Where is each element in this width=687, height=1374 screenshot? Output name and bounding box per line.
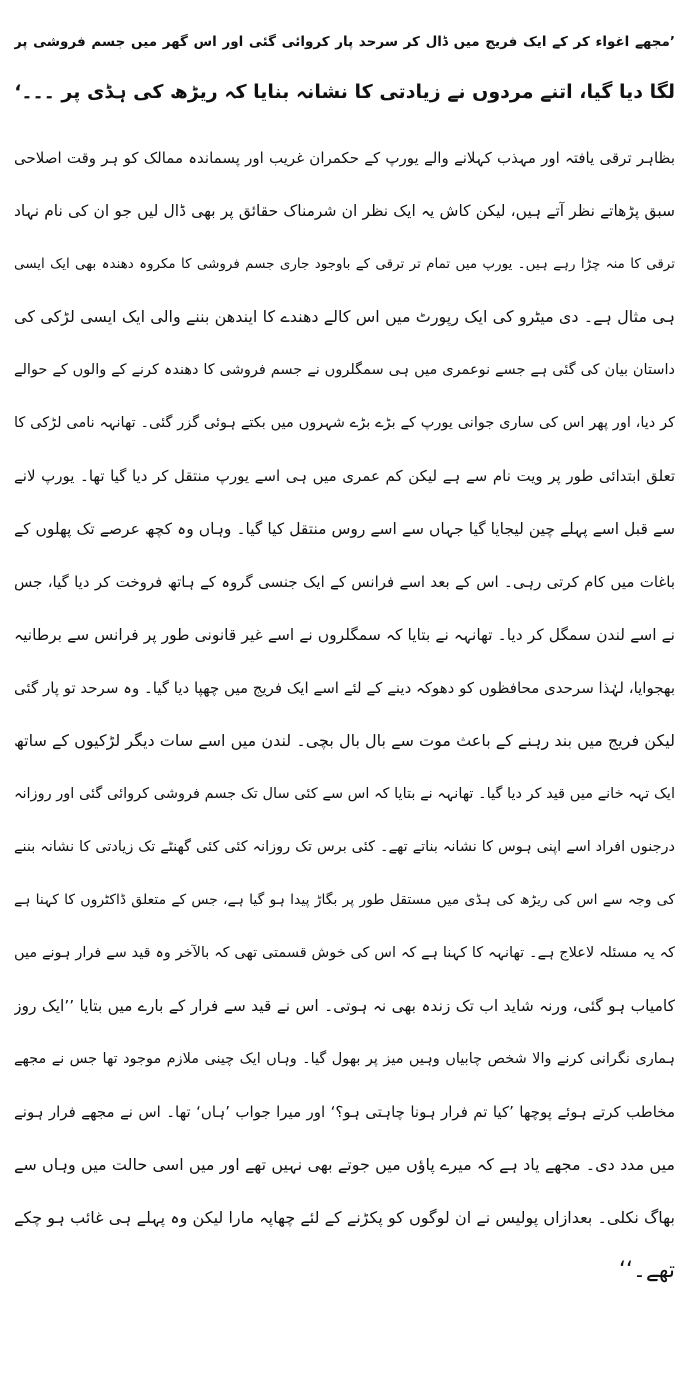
body-line: میں مدد دی۔ مجھے یاد ہے کہ میرے پاؤں میں جوتے بھی نہیں تھے اور میں اسی حالت میں وہاں سے <box>14 1155 675 1174</box>
body-line: تھے۔‘‘ <box>618 1258 675 1283</box>
body-line: باغات میں کام کرتی رہی۔ اس کے بعد اسے فرانس کے ایک جنسی گروہ کے ہاتھ فروخت کر دیا گیا، جس <box>14 573 675 591</box>
headline-line: ’مجھے اغواء کر کے ایک فریج میں ڈال کر سرحد پار کروائی گئی اور اس گھر میں جسم فروشی پر <box>14 34 675 50</box>
headline-line: لگا دیا گیا، اتنے مردوں نے زیادتی کا نشانہ بنایا کہ ریڑھ کی ہڈی پر ۔۔۔‘ <box>14 81 675 103</box>
body-line: تعلق ابتدائی طور پر ویت نام سے ہے لیکن کم عمری میں ہی اسے یورپ منتقل کر دیا گیا تھا۔ یورپ لانے <box>14 467 675 485</box>
body-line: کی وجہ سے اس کی ریڑھ کی ہڈی میں مستقل طور پر بگاڑ پیدا ہو گیا ہے، جس کے متعلق ڈاکٹروں کا کہنا ہے <box>14 892 675 908</box>
body-line: بھجوایا، لہٰذا سرحدی محافظوں کو دھوکہ دینے کے لئے اسے ایک فریج میں چھپا دیا گیا۔ وہ سرحد تو پار گئی <box>14 679 675 697</box>
body-line: کہ یہ مسئلہ لاعلاج ہے۔ تھانہہ کا کہنا ہے کہ اس کی خوش قسمتی تھی کہ بالآخر وہ قید سے فرار ہونے میں <box>14 945 675 961</box>
article <box>14 0 675 1374</box>
body-line: کر دیا، اور پھر اس کی ساری جوانی یورپ کے بڑے بڑے شہروں میں بکتے ہوئی گزر گئی۔ تھانہہ نامی لڑکی کا <box>14 415 675 431</box>
body-line: مخاطب کرتے ہوئے پوچھا ’کیا تم فرار ہونا چاہتی ہو؟‘ اور میرا جواب ’ہاں‘ تھا۔ اس نے مجھے فرار ہونے <box>14 1103 675 1121</box>
body-line: نے اسے لندن سمگل کر دیا۔ تھانہہ نے بتایا کہ سمگلروں نے اسے غیر قانونی طور پر فرانس سے برطانیہ <box>14 626 675 644</box>
body-line: درجنوں افراد اسے اپنی ہوس کا نشانہ بناتے تھے۔ کئی برس تک روزانہ کئی کئی گھنٹے تک زیادتی کا نشانہ بننے <box>14 839 675 855</box>
body-line: ترقی کا منہ چڑا رہے ہیں۔ یورپ میں تمام تر ترقی کے باوجود جاری جسم فروشی کا مکروہ دھندہ بھی ایک ایسی <box>14 256 675 272</box>
body-line: کامیاب ہو گئی، ورنہ شاید اب تک زندہ بھی نہ ہوتی۔ اس نے قید سے فرار کے بارے میں بتایا ’’ایک روز <box>14 997 675 1015</box>
body-line: بھاگ نکلی۔ بعدازاں پولیس نے ان لوگوں کو پکڑنے کے لئے چھاپہ مارا لیکن وہ پہلے ہی غائب ہو چکے <box>14 1208 675 1227</box>
body-line: داستان بیان کی گئی ہے جسے نوعمری میں ہی سمگلروں نے جسم فروشی کا دھندہ کرنے کے والوں کے حوالے <box>14 362 675 378</box>
body-line: بظاہر ترقی یافتہ اور مہذب کہلانے والے یورپ کے حکمران غریب اور پسماندہ ممالک کو ہر وقت اصلاحی <box>14 149 675 167</box>
body-line: ہماری نگرانی کرنے والا شخص چابیاں وہیں میز پر بھول گیا۔ وہاں ایک چینی ملازم موجود تھا جس نے مجھے <box>14 1051 675 1067</box>
body-line: سبق پڑھاتے نظر آتے ہیں، لیکن کاش یہ ایک نظر ان شرمناک حقائق پر بھی ڈال لیں جو ان کی نام نہاد <box>14 202 675 220</box>
body-line: ایک تہہ خانے میں قید کر دیا گیا۔ تھانہہ نے بتایا کہ اس سے کئی سال تک جسم فروشی کروائی گئی اور روزانہ <box>14 786 675 802</box>
body-line: ہی مثال ہے۔ دی میٹرو کی ایک رپورٹ میں اس کالے دھندے کا ایندھن بننے والی ایک ایسی لڑکی کی <box>14 307 675 326</box>
body-line: لیکن فریج میں بند رہنے کے باعث موت سے بال بال بچی۔ لندن میں اسے سات دیگر لڑکیوں کے ساتھ <box>14 731 675 750</box>
body-line: سے قبل اسے پہلے چین لیجایا گیا جہاں سے اسے روس منتقل کیا گیا۔ وہاں وہ کچھ عرصے تک پھلوں کے <box>14 520 675 538</box>
